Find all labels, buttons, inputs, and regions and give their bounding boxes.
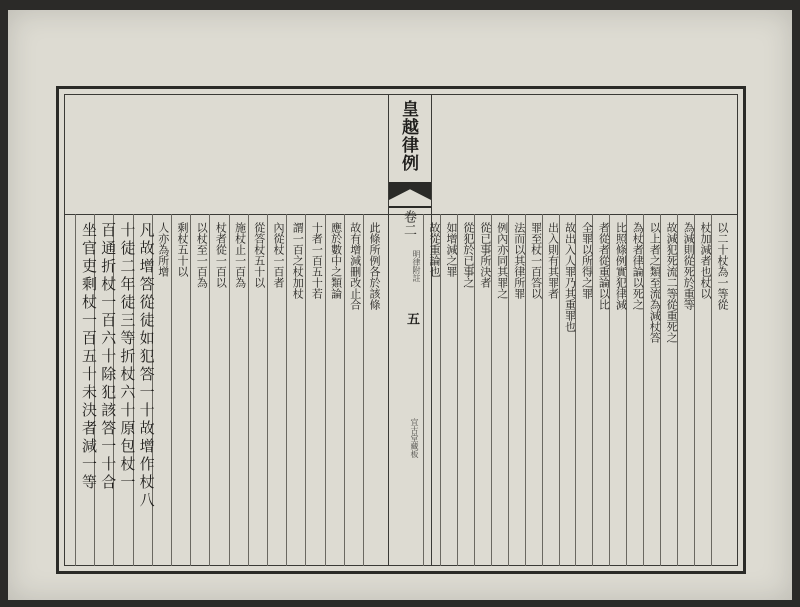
commentary-column-3: 十者一百五十若 [310,222,324,299]
left-text-column-11: 罪至杖一百答以 [529,222,543,299]
column-rule [171,214,172,566]
column-rule [286,214,287,566]
main-text-column-12: 凡故增答從徒如犯答一十故增作杖八 [137,222,156,510]
commentary-column-8: 杖者從一百以 [214,222,228,288]
commentary-column-4: 謂一百之杖加杖 [291,222,305,299]
commentary-column-2: 應於數中之類論 [329,222,343,299]
left-text-column-5: 為杖者律論以死之 [631,222,645,310]
column-rule [325,214,326,566]
left-text-column-8: 全罪以所得之罪 [580,222,594,299]
left-text-column-0: 以二十杖為一等從 [716,222,729,310]
commentary-column-7: 施杖止一百為 [233,222,247,288]
publisher-mark: 宜古堂藏板 [410,418,419,458]
column-rule [229,214,230,566]
left-text-column-9: 故出入人罪乃其重罪也 [563,222,577,332]
column-rule [423,214,424,566]
commentary-column-9: 以杖至一百為 [195,222,209,288]
column-rule [267,214,268,566]
page-number: 五 [404,312,419,325]
main-text-column-15: 坐官吏剩杖一百五十未決者減一等 [80,222,98,492]
left-text-column-1: 杖加減者也杖以 [699,222,713,299]
left-text-column-13: 例內亦同其罪之 [495,222,509,299]
left-text-column-2: 為減則從死於重等 [682,222,696,310]
left-text-column-17: 故從重論也 [428,222,441,277]
main-text-column-13: 十徒二年徒三等折杖六十原包杖一 [118,222,137,492]
commentary-column-11: 人亦為所增 [156,222,170,277]
left-text-column-15: 從犯於已事之 [461,222,475,288]
sub-label: 明律附註 [412,250,421,282]
column-rule [75,214,76,566]
column-rule [363,214,364,566]
left-text-column-10: 出入則有其罪者 [546,222,560,299]
left-text-column-14: 從已事所決者 [478,222,492,288]
commentary-column-6: 從答杖五十以 [252,222,266,288]
commentary-column-5: 內從杖一百者 [272,222,285,288]
left-text-column-4: 以上者之類至流為減杖答 [648,222,662,343]
left-text-column-7: 者從者從重論以比 [597,222,611,310]
column-rule [190,214,191,566]
column-rule [248,214,249,566]
column-rule [344,214,345,566]
left-text-column-3: 故減犯死流二等從重死之 [665,222,679,343]
book-title: 皇越律例 [398,100,418,172]
column-rule [209,214,210,566]
commentary-column-10: 剩杖五十以 [176,222,189,277]
commentary-column-1: 故有增減刪改止合 [348,222,362,310]
left-text-column-16: 如增減之罪 [444,222,458,277]
commentary-column-0: 此條所例各於該條 [368,222,381,310]
fishtail-rule [389,206,431,208]
main-text-column-14: 百通折杖一百六十除犯該答一十合 [99,222,118,492]
column-rule [305,214,306,566]
left-text-column-6: 比照條例實犯律減 [614,222,628,310]
volume-label: 卷二 [401,210,416,236]
left-text-column-12: 法而以其律所罪 [512,222,526,299]
